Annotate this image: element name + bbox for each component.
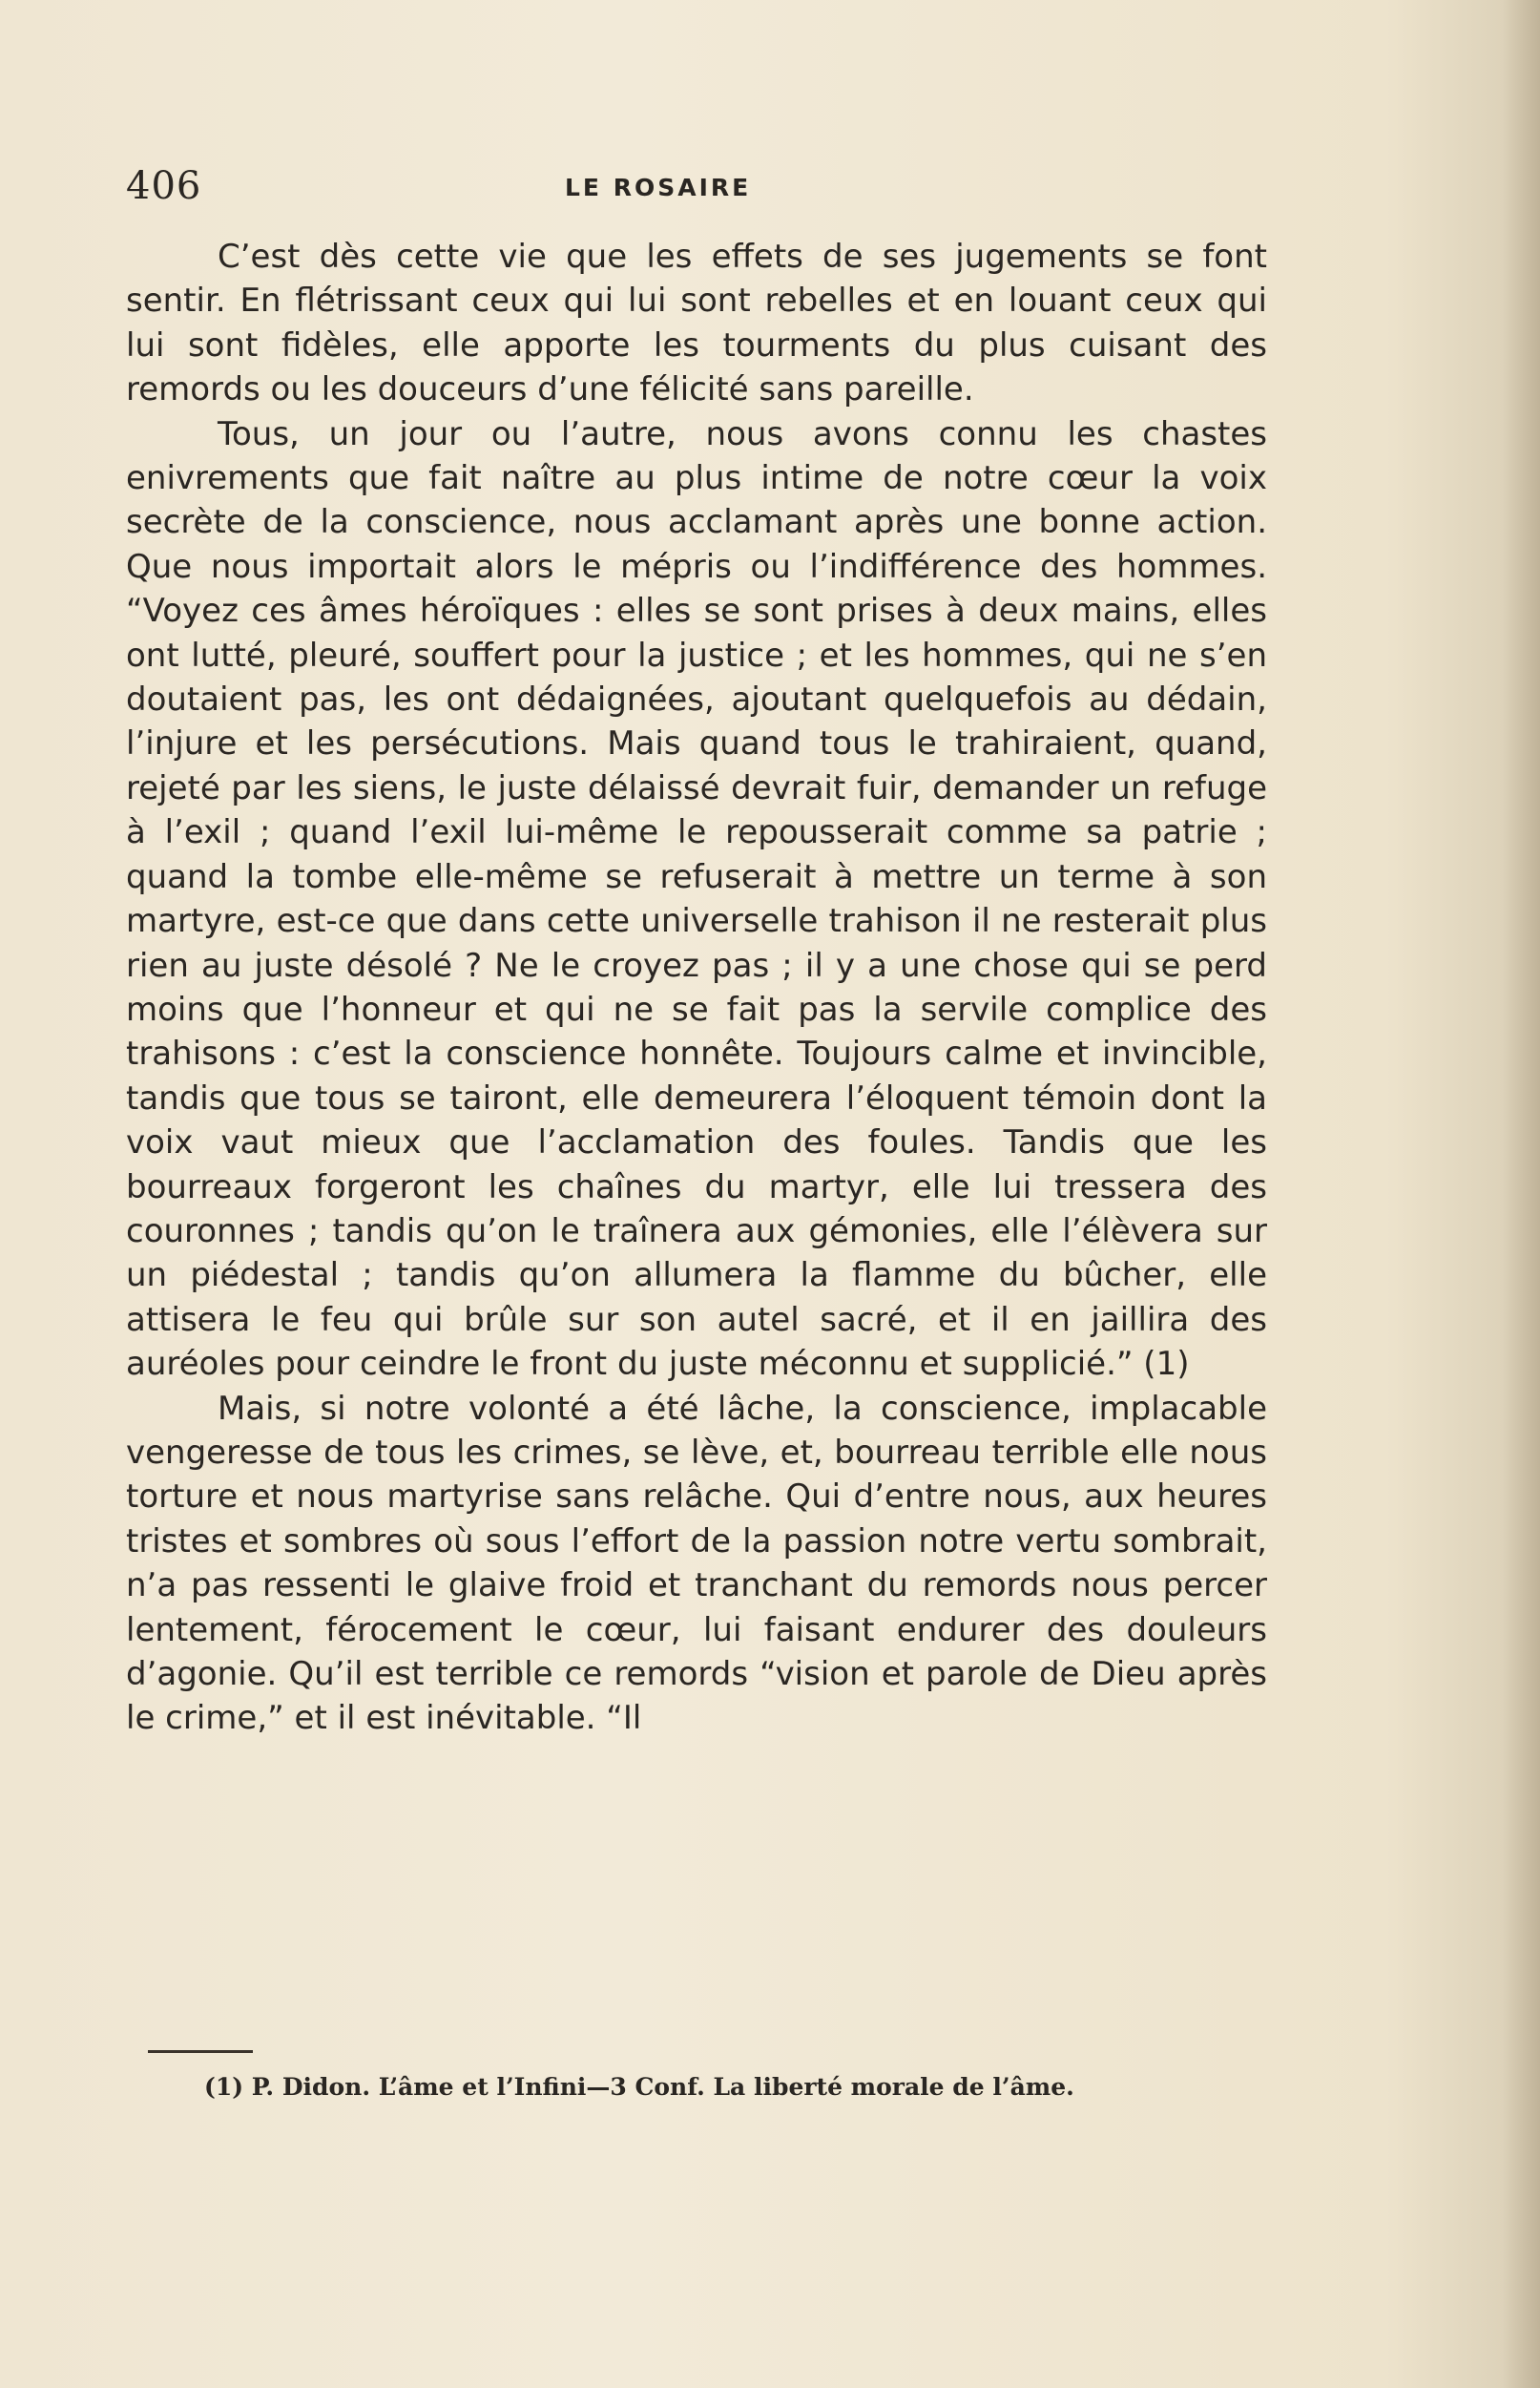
page-number: 406	[126, 164, 202, 208]
page-header	[126, 164, 1267, 212]
page-edge-shadow	[1502, 0, 1540, 2388]
footnote: (1) P. Didon. L’âme et l’Infini—3 Conf. La liberté morale de l’âme.	[204, 2073, 1074, 2101]
footnote-divider	[148, 2050, 253, 2053]
body-text	[126, 235, 1267, 1741]
running-title: LE ROSAIRE	[565, 174, 752, 201]
paragraph-3: Mais, si notre volonté a été lâche, la conscience, implacable vengeresse de tous les crimes, se lève, et, bourreau terrible elle nous torture et nous martyrise sans relâche. Qui d’entre nous, aux heures tristes et sombres où sous l’effort de la passion notre vertu sombrait, n’a pas ressenti le glaive froid et tranchant du remords nous percer lentement, férocement le cœur, lui faisant endurer des douleurs d’agonie. Qu’il est terrible ce remords “vision et parole de Dieu après le crime,” et il est inévitable. “Il	[126, 1389, 1267, 1738]
paragraph-1: C’est dès cette vie que les effets de ses jugements se font sentir. En flétrissant ceux qui lui sont rebelles et en louant ceux qui lui sont fidèles, elle apporte les tourments du plus cuisant des remords ou les douceurs d’une félicité sans pareille.	[126, 238, 1267, 409]
paragraph-2: Tous, un jour ou l’autre, nous avons connu les chastes enivrements que fait naître au plus intime de notre cœur la voix secrète de la conscience, nous acclamant après une bonne action. Que nous importait alors le mépris ou l’indifférence des hommes. “Voyez ces âmes héroïques : elles se sont prises à deux mains, elles ont lutté, pleuré, souffert pour la justice ; et les hommes, qui ne s’en doutaient pas, les ont dédaignées, ajoutant quelquefois au dédain, l’injure et les persécutions. Mais quand tous le trahiraient, quand, rejeté par les siens, le juste délaissé devrait fuir, demander un refuge à l’exil ; quand l’exil lui-même le repousserait comme sa patrie ; quand la tombe elle-même se refuserait à mettre un terme à son martyre, est-ce que dans cette universelle trahison il ne resterait plus rien au juste désolé ? Ne le croyez pas ; il y a une chose qui se perd moins que l’honneur et qui ne se fait pas la servile complice des trahisons : c’est la conscience honnête. Toujours calme et invincible, tandis que tous se tairont, elle demeurera l’éloquent témoin dont la voix vaut mieux que l’acclamation des foules. Tandis que les bourreaux forgeront les chaînes du martyr, elle lui tressera des couronnes ; tandis qu’on le traînera aux gémonies, elle l’élèvera sur un piédestal ; tandis qu’on allumera la flamme du bûcher, elle attisera le feu qui brûle sur son autel sacré, et il en jaillira des auréoles pour ceindre le front du juste méconnu et supplicié.” (1)	[126, 414, 1267, 1384]
